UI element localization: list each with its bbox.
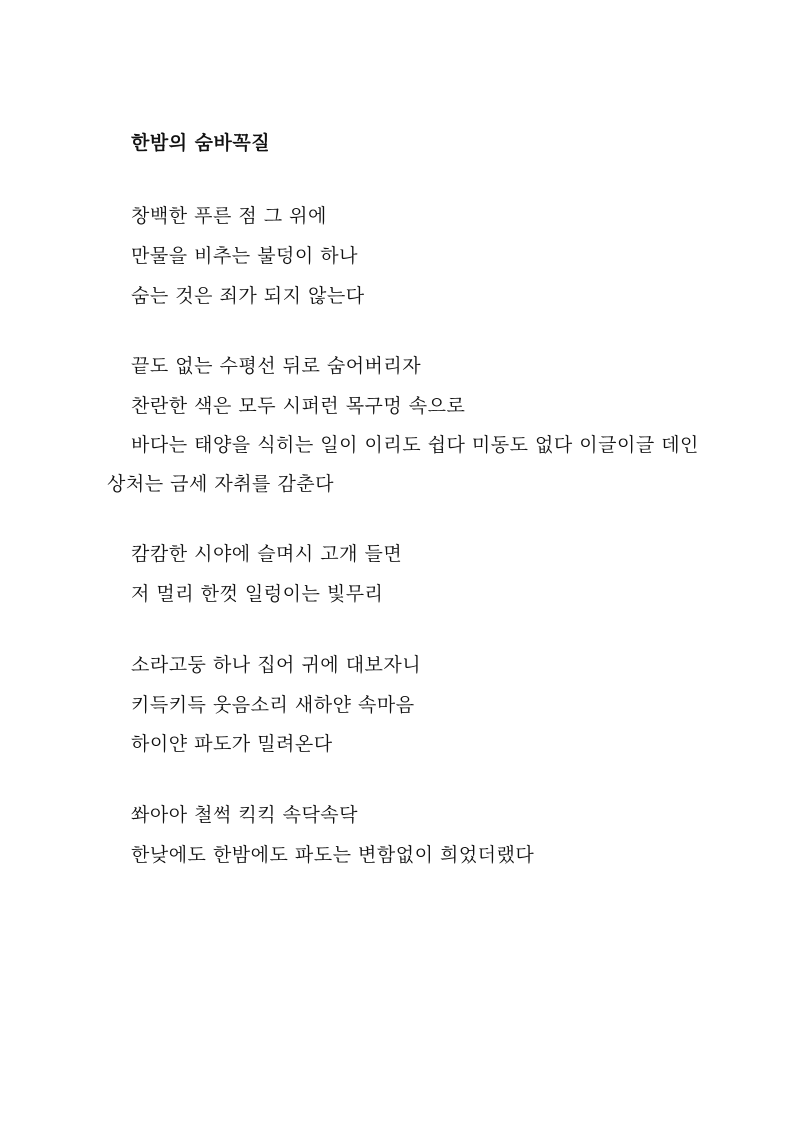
stanza-1-line-2: 만물을 비추는 불덩이 하나: [131, 245, 359, 267]
stanza-4-line-1: 소라고둥 하나 집어 귀에 대보자니: [131, 654, 422, 676]
stanza-2-line-2: 찬란한 색은 모두 시퍼런 목구멍 속으로: [131, 395, 466, 417]
poem-title: 한밤의 숨바꼭질: [131, 132, 271, 154]
stanza-2-line-3: 바다는 태양을 식히는 일이 이리도 쉽다 미동도 없다 이글이글 데인: [131, 434, 699, 456]
stanza-4-line-3: 하이얀 파도가 밀려온다: [131, 733, 333, 755]
stanza-5-line-2: 한낮에도 한밤에도 파도는 변함없이 희었더랬다: [131, 844, 535, 866]
stanza-3-line-1: 캄캄한 시야에 슬며시 고개 들면: [131, 543, 403, 565]
stanza-1-line-1: 창백한 푸른 점 그 위에: [131, 205, 327, 227]
stanza-4-line-2: 키득키득 웃음소리 새하얀 속마음: [131, 694, 415, 716]
stanza-2-line-1: 끝도 없는 수평선 뒤로 숨어버리자: [131, 355, 422, 377]
stanza-2-line-4: 상처는 금세 자취를 감춘다: [107, 473, 335, 495]
stanza-5-line-1: 쏴아아 철썩 킥킥 속닥속닥: [131, 804, 359, 826]
stanza-1-line-3: 숨는 것은 죄가 되지 않는다: [131, 285, 365, 307]
stanza-3-line-2: 저 멀리 한껏 일렁이는 빛무리: [131, 583, 384, 605]
